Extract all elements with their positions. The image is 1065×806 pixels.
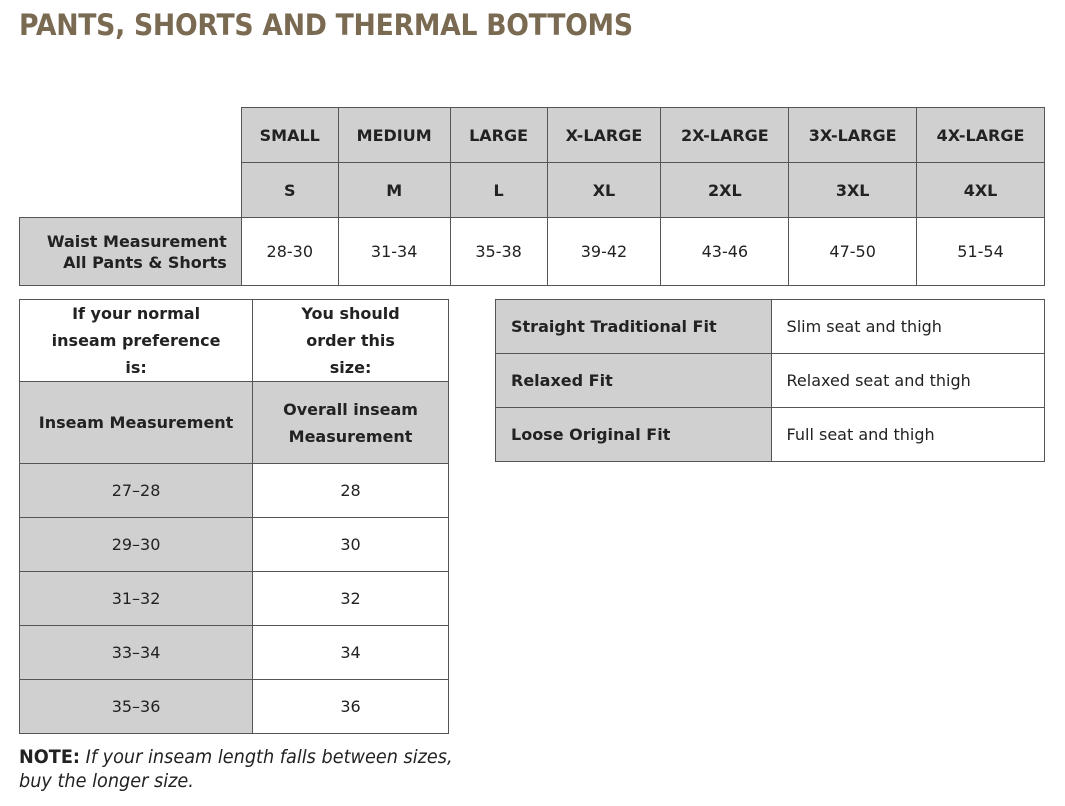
fit-table: [495, 299, 1045, 462]
fit-description: Relaxed seat and thigh: [771, 354, 1044, 408]
waist-value: 47-50: [789, 218, 917, 286]
inseam-subheader-left: Inseam Measurement: [20, 382, 253, 464]
size-code-header: XL: [547, 163, 661, 218]
inseam-range: 35–36: [20, 680, 253, 734]
inseam-table: [19, 299, 449, 734]
size-code-header: 3XL: [789, 163, 917, 218]
inseam-range: 27–28: [20, 464, 253, 518]
size-name-header: 4X-LARGE: [917, 108, 1045, 163]
size-code-header: S: [241, 163, 338, 218]
fit-name: Loose Original Fit: [496, 408, 772, 462]
blank-cell: [20, 108, 242, 163]
waist-label-line2: All Pants & Shorts: [63, 252, 227, 272]
fit-name: Relaxed Fit: [496, 354, 772, 408]
inseam-header-left: If your normal inseam preference is:: [20, 300, 253, 382]
waist-value: 28-30: [241, 218, 338, 286]
note-line2: buy the longer size.: [19, 770, 194, 792]
waist-value: 43-46: [661, 218, 789, 286]
inseam-note: [19, 745, 453, 793]
size-chart-table: [19, 107, 1045, 286]
inseam-subheader-right: Overall inseam Measurement: [253, 382, 449, 464]
note-label: NOTE:: [19, 746, 81, 768]
inseam-header-right: You should order this size:: [253, 300, 449, 382]
size-name-header: 3X-LARGE: [789, 108, 917, 163]
waist-value: 31-34: [338, 218, 450, 286]
fit-name: Straight Traditional Fit: [496, 300, 772, 354]
inseam-range: 33–34: [20, 626, 253, 680]
size-name-header: MEDIUM: [338, 108, 450, 163]
size-name-header: LARGE: [450, 108, 547, 163]
size-code-header: 4XL: [917, 163, 1045, 218]
size-code-header: M: [338, 163, 450, 218]
size-code-header: L: [450, 163, 547, 218]
waist-value: 39-42: [547, 218, 661, 286]
waist-value: 51-54: [917, 218, 1045, 286]
blank-cell: [20, 163, 242, 218]
note-line1: If your inseam length falls between sizes,: [80, 746, 453, 768]
page-title: PANTS, SHORTS AND THERMAL BOTTOMS: [19, 8, 633, 42]
inseam-order-size: 36: [253, 680, 449, 734]
inseam-order-size: 28: [253, 464, 449, 518]
waist-label-line1: Waist Measurement: [46, 231, 227, 251]
size-name-header: SMALL: [241, 108, 338, 163]
size-code-header: 2XL: [661, 163, 789, 218]
waist-value: 35-38: [450, 218, 547, 286]
inseam-order-size: 30: [253, 518, 449, 572]
size-name-header: X-LARGE: [547, 108, 661, 163]
size-name-header: 2X-LARGE: [661, 108, 789, 163]
fit-description: Slim seat and thigh: [771, 300, 1044, 354]
inseam-range: 31–32: [20, 572, 253, 626]
waist-row-label: [20, 218, 242, 286]
inseam-range: 29–30: [20, 518, 253, 572]
inseam-order-size: 34: [253, 626, 449, 680]
inseam-order-size: 32: [253, 572, 449, 626]
fit-description: Full seat and thigh: [771, 408, 1044, 462]
